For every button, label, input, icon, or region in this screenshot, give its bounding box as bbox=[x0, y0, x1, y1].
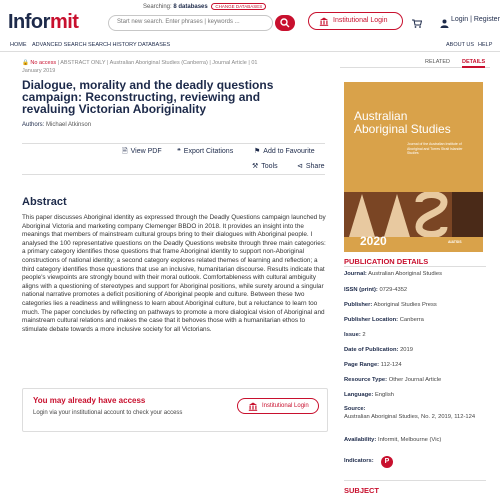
detail-resource-type: Resource Type: Other Journal Article bbox=[344, 377, 442, 383]
institutional-login-button[interactable] bbox=[308, 12, 403, 30]
share-label: Share bbox=[305, 163, 325, 170]
author-link[interactable]: Michael Atkinson bbox=[46, 122, 92, 128]
institution-icon bbox=[248, 402, 258, 411]
sidebar-tabs bbox=[340, 58, 490, 68]
share-icon: ⊲ bbox=[297, 163, 303, 170]
nav-advanced-search[interactable]: ADVANCED SEARCH bbox=[32, 42, 87, 48]
access-box bbox=[22, 388, 328, 432]
logo-main: Infor bbox=[8, 11, 50, 33]
detail-date: Date of Publication: 2019 bbox=[344, 347, 413, 353]
user-icon[interactable] bbox=[440, 15, 449, 33]
access-heading: You may already have access bbox=[33, 396, 146, 405]
informit-logo[interactable] bbox=[8, 11, 78, 34]
bookmark-icon: ⚑ bbox=[254, 148, 261, 155]
top-bar bbox=[0, 0, 500, 38]
abstract-text: This paper discusses Aboriginal identity as expressed through the Deadly Questions campaign launched by Aboriginal Victoria and marketing company Clemenger BBDO in 2018. It provides an insight into the meanings that members of mainstream cultural groups bring to their dialogues with Aboriginal people. I analysed the 100 representative questions on the Deadly Questions website through three main categories: a primary category identifies those questions that frame Aboriginal identity to support non-Aboriginal constructions of national identity; a second category explores related themes of learning and reflection; a third category identifies those questions that use an inclusive, humanitarian discourse. Results indicate that people's viewpoints are strongly bound with their moral outlook. Comfortableness with cultural ambiguity aligns with a questioning of stereotypes and support for Aboriginal positions, while surety around a singular national narrative promotes a deficit positioning of Aboriginal people and culture. Between these two categories lies a readiness and willingness to learn about Aboriginal culture, but a reluctance to learn too much. The paper concludes by reflecting on pathways to promote a more dialogical vision of Aboriginal and mainstream cultural relations and makes the case that it behoves those with a humanitarian ethos to stimulate debate towards a more inclusive society for all Victorians. bbox=[22, 214, 326, 333]
view-pdf-label: View PDF bbox=[130, 148, 162, 155]
journal-cover bbox=[344, 82, 483, 252]
add-favourite-button[interactable] bbox=[254, 147, 315, 155]
authors-label: Authors: bbox=[22, 122, 45, 128]
export-citations-label: Export Citations bbox=[183, 148, 234, 155]
institutional-login-button-2[interactable] bbox=[237, 398, 319, 414]
meta-info: | ABSTRACT ONLY | Australian Aboriginal Studies (Canberra) | Journal Article | 01 bbox=[56, 60, 258, 66]
article-actions bbox=[22, 143, 325, 175]
nav-databases[interactable]: DATABASES bbox=[138, 42, 171, 48]
access-text: Login via your institutional account to check your access bbox=[33, 410, 183, 416]
article-title: Dialogue, morality and the deadly questions campaign: Reconstructing, reviewing and revaluing Victorian Aboriginality bbox=[22, 78, 274, 116]
add-favourite-label: Add to Favourite bbox=[263, 148, 315, 155]
peer-reviewed-badge[interactable]: P bbox=[381, 456, 393, 468]
aiatsis-logo: AIATSIS bbox=[448, 240, 462, 244]
export-citations-button[interactable] bbox=[177, 147, 233, 155]
lock-icon: 🔒 bbox=[22, 60, 29, 66]
detail-page-range: Page Range: 112-124 bbox=[344, 362, 402, 368]
cart-icon[interactable] bbox=[412, 15, 422, 33]
login-register-link[interactable]: Login | Register bbox=[451, 16, 500, 23]
wrench-icon: ⚒ bbox=[252, 163, 259, 170]
divider bbox=[344, 480, 486, 481]
databases-count: 8 databases bbox=[173, 4, 208, 10]
search-icon bbox=[280, 18, 290, 28]
detail-source: Source: Australian Aboriginal Studies, No. 2, 2019, 112-124 bbox=[344, 406, 476, 420]
detail-availability: Availability: Informit, Melbourne (Vic) bbox=[344, 437, 442, 443]
tab-related[interactable]: RELATED bbox=[425, 59, 450, 65]
view-pdf-button[interactable] bbox=[122, 147, 162, 158]
subject-heading: SUBJECT bbox=[344, 486, 380, 495]
cover-title-line1: Australian bbox=[354, 109, 408, 123]
divider bbox=[344, 266, 486, 267]
meta-date: January 2019 bbox=[22, 68, 56, 74]
detail-publisher-location: Publisher Location: Canberra bbox=[344, 317, 424, 323]
detail-language: Language: English bbox=[344, 392, 394, 398]
search-button[interactable] bbox=[275, 15, 295, 31]
detail-issue: Issue: 2 bbox=[344, 332, 366, 338]
publication-details-heading: PUBLICATION DETAILS bbox=[344, 257, 429, 266]
cover-artwork bbox=[344, 192, 483, 237]
searching-label: Searching: bbox=[143, 4, 172, 10]
institution-icon bbox=[319, 17, 329, 26]
change-databases-button[interactable]: CHANGE DATABASES bbox=[211, 3, 266, 10]
share-button[interactable] bbox=[297, 162, 325, 170]
search-input[interactable]: Start new search. Enter phrases | keywords ... bbox=[108, 15, 273, 31]
cover-title bbox=[354, 110, 451, 136]
nav-help[interactable]: HELP bbox=[478, 42, 493, 48]
nav-search-history[interactable]: SEARCH HISTORY bbox=[88, 42, 137, 48]
main-nav bbox=[0, 38, 500, 52]
no-access-label: No access bbox=[30, 60, 57, 66]
abstract-heading: Abstract bbox=[22, 196, 67, 208]
pdf-icon: 🗎 bbox=[122, 148, 128, 155]
authors bbox=[22, 122, 91, 128]
searching-info bbox=[143, 3, 266, 10]
detail-publisher: Publisher: Aboriginal Studies Press bbox=[344, 302, 437, 308]
institutional-login-label-2: Institutional Login bbox=[262, 403, 309, 409]
institutional-login-label: Institutional Login bbox=[333, 17, 388, 24]
detail-journal: Journal: Australian Aboriginal Studies bbox=[344, 271, 442, 277]
cover-subtitle: Journal of the Australian Institute of Aboriginal and Torres Strait Islander Studies bbox=[407, 142, 463, 155]
cover-title-line2: Aboriginal Studies bbox=[354, 122, 451, 136]
nav-about-us[interactable]: ABOUT US bbox=[446, 42, 475, 48]
quote-icon: ❝ bbox=[177, 148, 181, 155]
article-meta bbox=[22, 59, 322, 75]
tools-label: Tools bbox=[261, 163, 278, 170]
tab-details[interactable]: DETAILS bbox=[462, 59, 485, 68]
logo-accent: mit bbox=[49, 11, 79, 33]
tools-button[interactable] bbox=[252, 162, 278, 170]
cover-year: 2020 bbox=[360, 234, 387, 248]
detail-issn: ISSN (print): 0729-4352 bbox=[344, 287, 408, 293]
nav-home[interactable]: HOME bbox=[10, 42, 27, 48]
detail-indicators: Indicators: bbox=[344, 458, 374, 464]
